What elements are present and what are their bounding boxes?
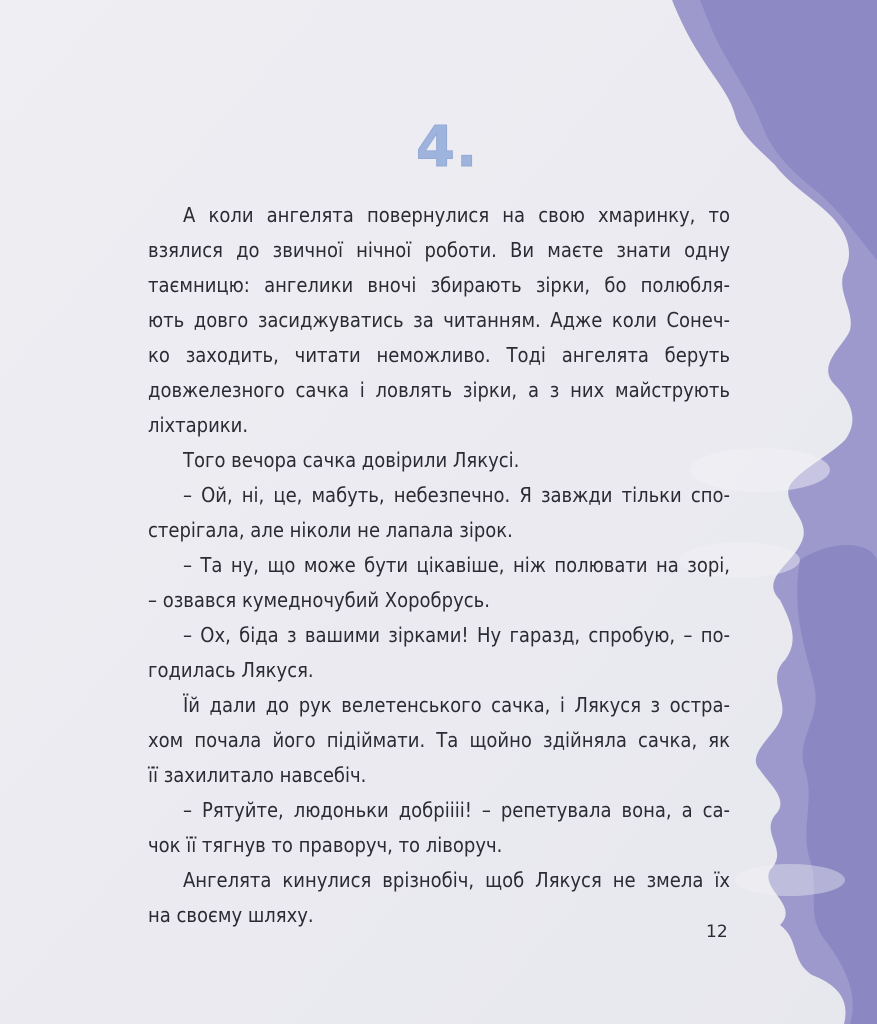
text-line: ліхтарики. <box>148 413 249 437</box>
text-line: Того вечора сачка довірили Лякусі. <box>183 448 520 472</box>
text-line: – Ой, ні, це, мабуть, небезпечно. Я завжди тільки спо- <box>183 483 730 507</box>
chapter-number: 4. <box>416 115 479 180</box>
text-line: – озвався кумедночубий Хоробрусь. <box>148 588 490 612</box>
paragraph-1 <box>148 198 730 443</box>
text-line: її захилитало навсебіч. <box>148 763 367 787</box>
paragraph-3 <box>148 478 730 548</box>
text-line: стерігала, але ніколи не лапала зірок. <box>148 518 513 542</box>
story-text <box>148 198 730 933</box>
text-line: таємницю: ангелики вночі збирають зірки, бо полюбля- <box>148 273 730 297</box>
text-line: чок її тягнув то праворуч, то ліворуч. <box>148 833 503 857</box>
text-line: – Ох, біда з вашими зірками! Ну гаразд, спробую, – по- <box>183 623 730 647</box>
text-line: Їй дали до рук велетенського сачка, і Лякуся з остра- <box>183 693 730 717</box>
text-line: Ангелята кинулися врізнобіч, щоб Лякуся не змела їх <box>183 868 730 892</box>
text-line: – Рятуйте, людоньки добріііі! – репетувала вона, а са- <box>183 798 730 822</box>
page-number: 12 <box>706 922 728 942</box>
paragraph-5 <box>148 618 730 688</box>
paragraph-8 <box>148 863 730 933</box>
text-line: довжелезного сачка і ловлять зірки, а з них майструють <box>148 378 730 402</box>
paragraph-4 <box>148 548 730 618</box>
text-line: годилась Лякуся. <box>148 658 314 682</box>
paragraph-6 <box>148 688 730 793</box>
text-line: – Та ну, що може бути цікавіше, ніж полювати на зорі, <box>183 553 730 577</box>
text-line: хом почала його підіймати. Та щойно здійняла сачка, як <box>148 728 730 752</box>
paragraph-2 <box>148 443 730 478</box>
text-line: ко заходить, читати неможливо. Тоді ангелята беруть <box>148 343 730 367</box>
text-line: взялися до звичної нічної роботи. Ви маєте знати одну <box>148 238 730 262</box>
text-line: ють довго засиджуватись за читанням. Адже коли Сонеч- <box>148 308 730 332</box>
paragraph-7 <box>148 793 730 863</box>
text-line: А коли ангелята повернулися на свою хмаринку, то <box>183 203 730 227</box>
text-line: на своєму шляху. <box>148 903 314 927</box>
